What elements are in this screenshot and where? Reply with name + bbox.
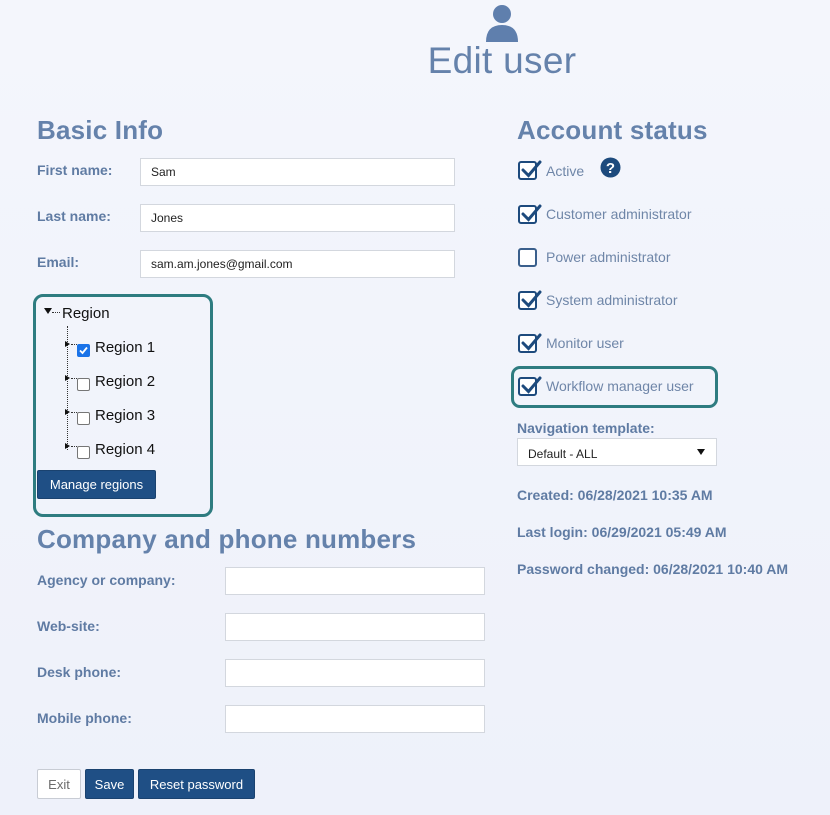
email-input[interactable] — [140, 250, 455, 278]
nav-template-label: Navigation template: — [517, 420, 655, 436]
region-1-label: Region 1 — [95, 339, 156, 356]
nav-template-select[interactable] — [517, 438, 717, 466]
region-4-expand-icon[interactable] — [65, 443, 70, 449]
save-button[interactable]: Save — [85, 769, 134, 799]
user-icon — [485, 4, 519, 42]
region-1-expand-icon[interactable] — [65, 341, 70, 347]
website-input[interactable] — [225, 613, 485, 641]
region-root-label: Region — [62, 305, 110, 322]
last-name-input[interactable] — [140, 204, 455, 232]
agency-input[interactable] — [225, 567, 485, 595]
last-name-label: Last name: — [37, 208, 111, 224]
password-changed-info: Password changed: 06/28/2021 10:40 AM — [517, 561, 789, 577]
monitor-user-checkbox[interactable] — [518, 334, 537, 353]
exit-button[interactable]: Exit — [37, 769, 81, 799]
agency-label: Agency or company: — [37, 572, 176, 588]
desk-phone-label: Desk phone: — [37, 664, 122, 680]
workflow-manager-checkbox[interactable] — [518, 377, 537, 396]
check-icon — [78, 345, 89, 356]
active-checkbox[interactable] — [518, 161, 537, 180]
region-3-label: Region 3 — [95, 407, 156, 424]
check-icon — [520, 375, 542, 397]
email-label: Email: — [37, 254, 80, 270]
region-3-expand-icon[interactable] — [65, 409, 70, 415]
region-2-expand-icon[interactable] — [65, 375, 70, 381]
check-icon — [520, 289, 542, 311]
page-title: Edit user — [427, 40, 577, 81]
desk-phone-input[interactable] — [225, 659, 485, 687]
first-name-label: First name: — [37, 162, 113, 178]
reset-password-button[interactable]: Reset password — [138, 769, 255, 799]
check-icon — [520, 203, 542, 225]
account-status-heading: Account status — [517, 115, 708, 145]
website-label: Web-site: — [37, 618, 100, 634]
region-4-label: Region 4 — [95, 441, 156, 458]
system-admin-checkbox[interactable] — [518, 291, 537, 310]
monitor-user-label: Monitor user — [546, 335, 624, 351]
active-label: Active — [546, 163, 585, 179]
power-admin-checkbox[interactable] — [518, 248, 537, 267]
first-name-input[interactable] — [140, 158, 455, 186]
nav-template-value: Default - ALL — [528, 447, 598, 461]
mobile-phone-label: Mobile phone: — [37, 710, 132, 726]
region-1-checkbox[interactable] — [77, 344, 90, 357]
company-heading: Company and phone numbers — [37, 524, 417, 554]
customer-admin-label: Customer administrator — [546, 206, 692, 222]
last-login-info: Last login: 06/29/2021 05:49 AM — [517, 524, 727, 540]
mobile-phone-input[interactable] — [225, 705, 485, 733]
chevron-down-icon — [697, 449, 705, 455]
system-admin-label: System administrator — [546, 292, 678, 308]
region-3-checkbox[interactable] — [77, 412, 90, 425]
region-4-checkbox[interactable] — [77, 446, 90, 459]
svg-text:?: ? — [605, 160, 616, 177]
region-2-label: Region 2 — [95, 373, 156, 390]
help-icon[interactable] — [600, 157, 621, 178]
region-2-checkbox[interactable] — [77, 378, 90, 391]
region-expand-icon[interactable] — [44, 308, 52, 314]
customer-admin-checkbox[interactable] — [518, 205, 537, 224]
created-info: Created: 06/28/2021 10:35 AM — [517, 487, 713, 503]
check-icon — [520, 332, 542, 354]
power-admin-label: Power administrator — [546, 249, 671, 265]
workflow-manager-label: Workflow manager user — [546, 378, 694, 394]
basic-info-heading: Basic Info — [37, 115, 164, 145]
manage-regions-button[interactable]: Manage regions — [37, 470, 156, 499]
check-icon — [520, 159, 542, 181]
